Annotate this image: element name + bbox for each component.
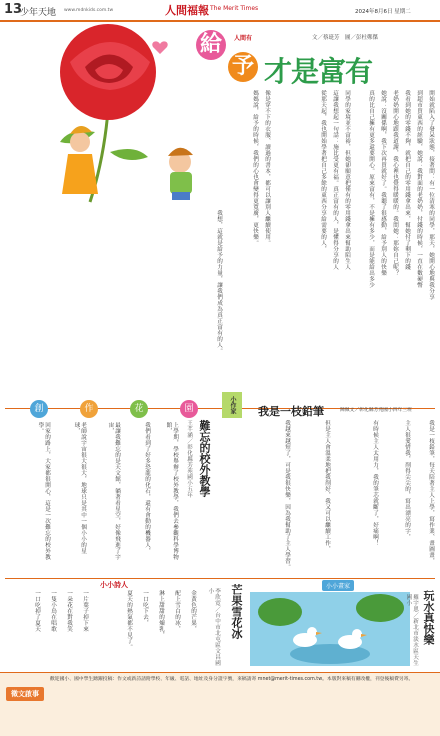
small-poets-label: 小小詩人 — [100, 581, 128, 589]
banner-char: 花 — [130, 400, 148, 418]
issue-date: 2024年8月6日 星期二 — [355, 9, 411, 15]
trip-column: 上學期，學校舉辦了校外教學，我們去參觀科學博物館， — [165, 422, 178, 560]
story-column: 真的比自己擁有更多還要開心。原來富有，不是擁有多少，而是能給出多少 — [368, 90, 374, 288]
trip-column: 回家的路上，大家都很開心，這是一次難忘的校外教學。 — [37, 422, 50, 560]
mango-column: 一口吃下去， — [142, 590, 148, 626]
poem-column: 一朵花在對我笑 — [66, 590, 72, 632]
story-column: 開始就陷入了發呆狀態，接著問：有一位清寒的同學，那天，她開心地與我分享 — [428, 90, 434, 300]
main-title: 才是富有 — [264, 55, 373, 88]
story-column: 同學的家境並不富裕，但她卻願意把僅有的零用錢拿出來幫助陌生人 — [344, 90, 350, 270]
title-char-1: 給 — [196, 30, 226, 60]
mango-column: 夏天的熱氣都不見了。 — [126, 590, 132, 650]
pencil-column: 有時候主人太用力，我的筆芯就斷了，好痛啊！ — [372, 420, 378, 546]
newspaper-brand: 人間福報 — [165, 4, 209, 17]
site-url[interactable]: www.mdnkids.com.tw — [64, 8, 114, 13]
pencil-title: 我是一枝鉛筆 — [258, 405, 324, 418]
play-author: 羅宇恩／新北市淡水區天生國小 — [405, 594, 418, 666]
banner-char: 作 — [80, 400, 98, 418]
banner-char: 創 — [30, 400, 48, 418]
poem-column: 一片葉子掉下來 — [82, 590, 88, 632]
mango-author: 李欣霓／台中市北屯區文昌國小 — [207, 588, 220, 666]
trip-author: 王芊涵／彰化縣芳苑國小五年 — [186, 420, 192, 498]
submission-badge: 徵文啟事 — [6, 687, 44, 701]
title-char-2: 予 — [228, 52, 258, 82]
section-divider — [5, 578, 435, 579]
section-name: 少年天地 — [20, 8, 57, 18]
poem-column: 一隻小鳥在唱歌 — [50, 590, 56, 632]
story-column: 到超市買東西的經驗，她說：我對面的老奶奶，付錢的時候，一直在數硬幣 — [416, 90, 422, 288]
mango-title: 芒果雪花冰 — [230, 584, 243, 639]
pencil-column: 我越來越短了，可是我很快樂，因為我幫助了主人學習。 — [284, 420, 290, 570]
trip-column: 老師說宇宙很大很大，地球只是其中一個小小的星球， — [73, 422, 86, 554]
newspaper-brand-en: The Merit Times — [210, 5, 259, 12]
painter-label: 小小畫家 — [322, 580, 354, 591]
pencil-column: 主人很愛惜我，削得尖尖的，寫出漂亮的字， — [404, 420, 410, 540]
story-column: 我看到她的零錢不夠，就把自己的零用錢拿出來，幫她付了剩下的錢 — [404, 90, 410, 270]
rose-illustration — [10, 22, 210, 202]
poem-column: 一口吃掉了夏天 — [34, 590, 40, 632]
play-title: 玩水真快樂 — [422, 590, 435, 645]
kids-label: 小作家 — [222, 392, 242, 418]
column-label: 人間有 — [234, 35, 253, 42]
story-column: 媽媽說，給予的時候，我們的心也會變得更寬廣，更快樂。 — [252, 90, 258, 246]
mango-column: 配上雪白的冰， — [174, 590, 180, 632]
trip-title: 難忘的校外教學 — [198, 420, 211, 497]
footer-text: 歡迎國小、國中學生踴躍投稿：作文或新詩請附學校、年級、電話、地址及身分證字號，來稿請寄 mnet@merit-times.com.tw。本版對來稿有刪改權，刊登後稿費另寄。 — [50, 677, 414, 682]
story-column: 她說：沒關係啊，我下次再買就好了。我聽了很感動，給予別人的快樂 — [380, 90, 386, 276]
pencil-column: 但是主人會溫柔地把我削好，我又可以繼續工作， — [324, 420, 330, 552]
pencil-column: 我是一枝鉛筆，每天陪著主人上學，寫作業、畫圖畫， — [428, 420, 434, 564]
page-number: 13 — [4, 2, 23, 17]
banner-char: 園 — [180, 400, 198, 418]
story-column: 像是穿不下的衣服、讀過的書本，都可以讓別人繼續使用。 — [264, 90, 270, 246]
story-column: 老奶奶開心地跟我道謝，我心裡也覺得暖暖的。我問她：那妳自己呢？ — [392, 90, 398, 276]
story-column: 我想，這就是給予的力量，讓我們成為真正富有的人。 — [216, 210, 222, 354]
heart-icon — [152, 41, 167, 54]
story-column: 從那天起，我也開始學著把自己多餘的東西分享給需要的人， — [320, 90, 326, 252]
trip-column: 我們看到了好多恐龍的化石，還有會動的機器人， — [144, 422, 150, 554]
mango-column: 金黃色的芒果， — [190, 590, 196, 632]
main-byline: 文／蔡珽芳 圖／彭杜鄭傑 — [312, 35, 379, 41]
trip-column: 最讓我難忘的是天文館，躺著看星空，好像飛進了宇宙， — [107, 422, 120, 560]
pencil-author: 陳佩文／彰化縣芳苑國小四年三班 — [340, 408, 412, 413]
mango-column: 淋上甜甜的煉乳， — [158, 590, 164, 638]
story-column: 這讓我想起一句話：施比受更有福。真正富有的人，是懂得分享的人 — [332, 90, 338, 270]
ducks-painting — [250, 592, 410, 666]
